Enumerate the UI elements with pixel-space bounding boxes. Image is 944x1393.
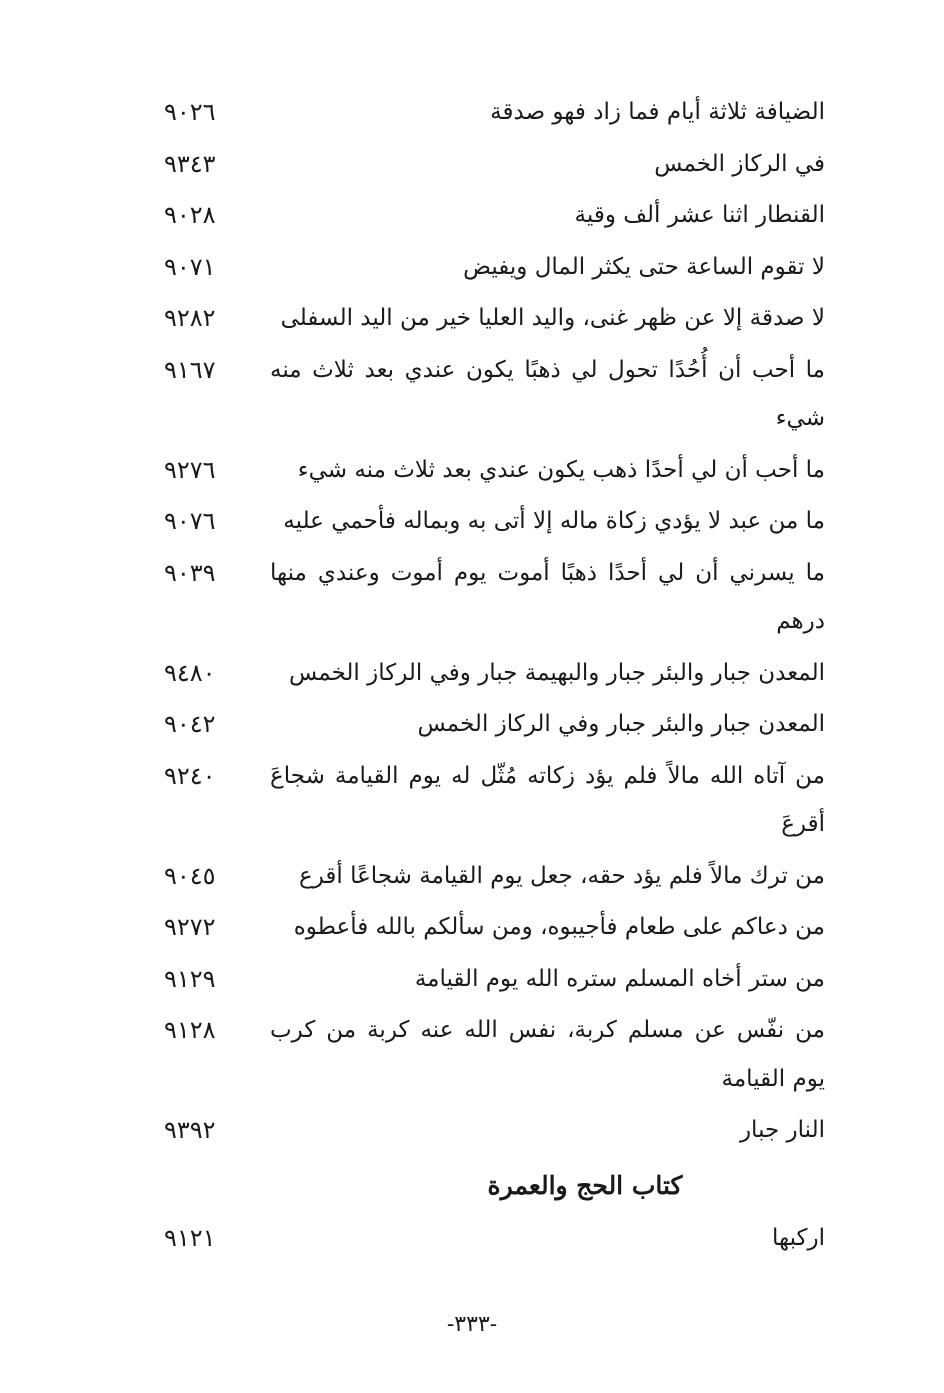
index-entry <box>150 852 825 901</box>
entry-number: ٩٢٧٢ <box>164 913 216 941</box>
entry-text: المعدن جبار والبئر جبار والبهيمة جبار وفي الركاز الخمس <box>288 659 825 686</box>
index-entry <box>150 446 825 495</box>
entry-number: ٩٢٨٢ <box>164 304 216 332</box>
index-entry <box>150 955 825 1004</box>
entry-number: ٩١٢٨ <box>164 1016 216 1044</box>
entry-text: من آتاه الله مالاً فلم يؤد زكاته مُثّل له يوم القيامة شجاعَ أقرعَ <box>270 762 825 837</box>
entry-number: ٩٢٧٦ <box>164 455 216 484</box>
entry-number: ٩٠٢٦ <box>164 98 216 126</box>
entry-text: في الركاز الخمس <box>654 150 825 177</box>
index-entry <box>150 497 825 546</box>
entry-number: ٩٠٣٩ <box>164 558 216 587</box>
entry-text: المعدن جبار والبئر جبار وفي الركاز الخمس <box>417 711 825 737</box>
index-entry <box>150 346 825 443</box>
entry-number: ٩٤٨٠ <box>164 658 216 687</box>
entry-number: ٩٠٢٨ <box>164 201 216 229</box>
entry-number: ٩٠٤٥ <box>164 861 216 890</box>
index-entry <box>150 752 825 849</box>
index-entry <box>150 191 825 240</box>
entry-text: ما أحب أن أُحُدًا تحول لي ذهبًا يكون عندي بعد ثلاث منه شيء <box>270 356 825 431</box>
entry-text: ما من عبد لا يؤدي زكاة ماله إلا أتى به وبماله فأحمي عليه <box>283 508 825 534</box>
index-entry <box>150 649 825 698</box>
entry-text: ما أحب أن لي أحدًا ذهب يكون عندي بعد ثلاث منه شيء <box>297 456 825 483</box>
entry-text: القنطار اثنا عشر ألف وقية <box>574 202 825 228</box>
entry-text: ما يسرني أن لي أحدًا ذهبًا أموت يوم أموت وعندي منها درهم <box>270 559 825 634</box>
index-entry <box>150 243 825 292</box>
entry-text: من ستر أخاه المسلم ستره الله يوم القيامة <box>414 965 825 992</box>
entry-text: الضيافة ثلاثة أيام فما زاد فهو صدقة <box>490 99 825 125</box>
index-entry <box>150 88 825 137</box>
entry-number: ٩٠٤٢ <box>164 710 216 738</box>
entry-number: ٩١٢٩ <box>164 964 216 993</box>
entry-number: ٩١٦٧ <box>164 355 216 384</box>
index-entry <box>150 903 825 952</box>
index-entry <box>150 549 825 646</box>
entry-text: لا تقوم الساعة حتى يكثر المال ويفيض <box>463 253 825 280</box>
entry-text: النار جبار <box>739 1117 825 1143</box>
index-entry <box>150 1214 825 1263</box>
entry-number: ٩٣٤٣ <box>164 149 216 178</box>
index-entry <box>150 1106 825 1155</box>
entry-text: من دعاكم على طعام فأجيبوه، ومن سألكم بالله فأعطوه <box>293 914 825 940</box>
entry-text: من نفّس عن مسلم كربة، نفس الله عنه كربة من كرب يوم القيامة <box>270 1017 825 1092</box>
entry-number: ٩٠٧٦ <box>164 507 216 535</box>
entry-text: من ترك مالاً فلم يؤد حقه، جعل يوم القيامة شجاعًا أقرع <box>298 862 825 889</box>
index-entry <box>150 294 825 343</box>
entry-text: لا صدقة إلا عن ظهر غنى، واليد العليا خير من اليد السفلى <box>280 305 825 331</box>
index-entry <box>150 700 825 749</box>
entry-number: ٩١٢١ <box>164 1223 216 1252</box>
entry-number: ٩٣٩٢ <box>164 1116 216 1144</box>
entry-text: اركبها <box>772 1224 825 1251</box>
index-entry <box>150 140 825 189</box>
section-heading: كتاب الحج والعمرة <box>487 1170 683 1200</box>
index-entry <box>150 1006 825 1103</box>
hadith-index-list <box>150 88 825 1265</box>
page-number: -٣٣٣- <box>446 1312 498 1337</box>
entry-number: ٩٢٤٠ <box>164 761 216 790</box>
entry-number: ٩٠٧١ <box>164 252 216 281</box>
